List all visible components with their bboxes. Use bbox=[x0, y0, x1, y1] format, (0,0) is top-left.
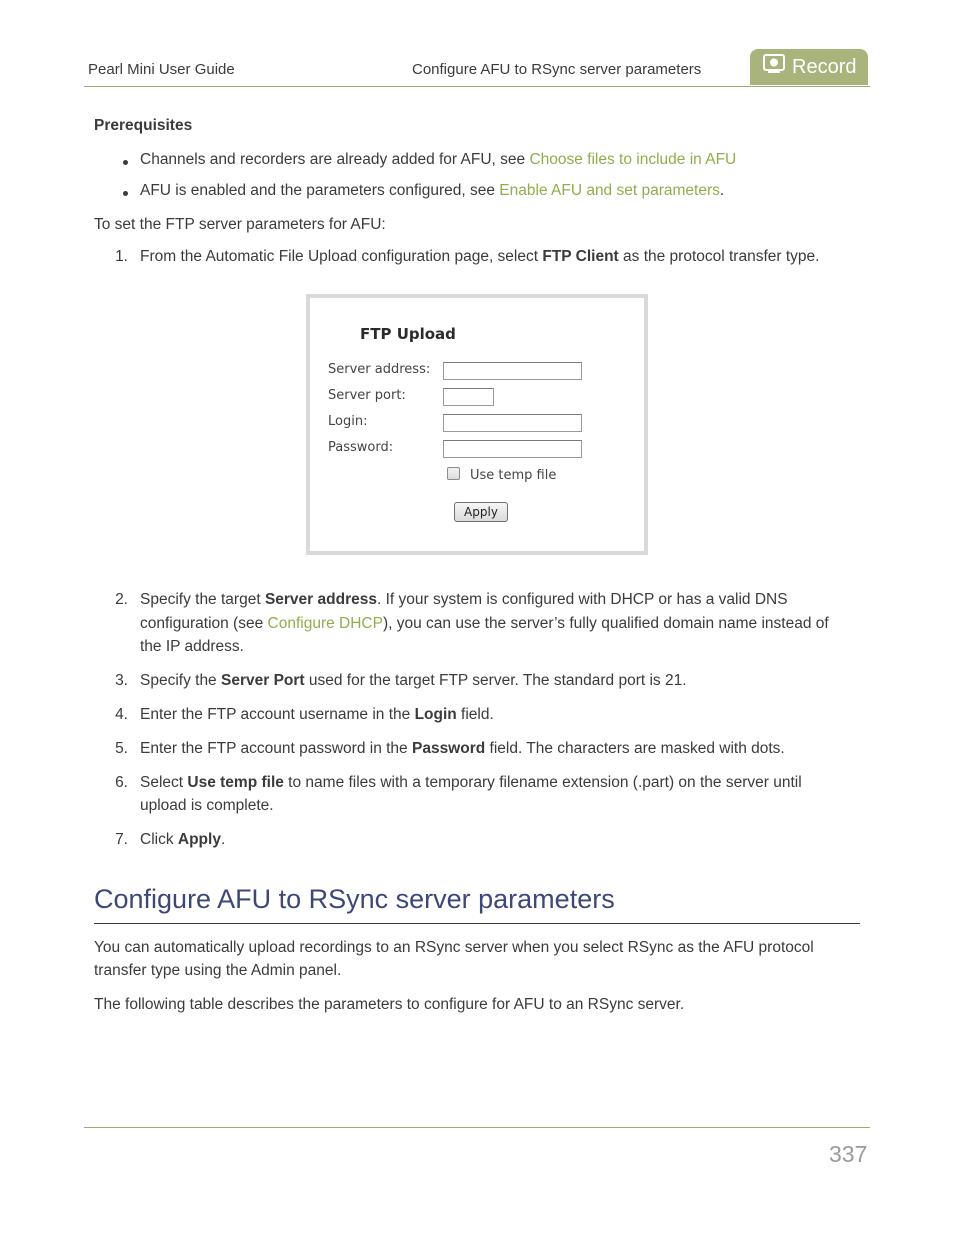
server-address-input[interactable] bbox=[443, 362, 582, 380]
step-bold: Server Port bbox=[221, 672, 305, 689]
step-text: field. bbox=[456, 706, 494, 723]
step-6-line-2: upload is complete. bbox=[140, 797, 274, 814]
step-text: field. The characters are masked with dots. bbox=[485, 740, 785, 757]
step-text: Select bbox=[140, 774, 188, 791]
prereq-item bbox=[140, 148, 736, 171]
step-bold: Server address bbox=[264, 591, 377, 608]
link-configure-dhcp[interactable]: Configure DHCP bbox=[267, 615, 383, 632]
footer-rule bbox=[84, 1127, 870, 1128]
step-4 bbox=[140, 703, 494, 726]
record-icon bbox=[762, 53, 792, 81]
prerequisites-heading: Prerequisites bbox=[94, 117, 193, 134]
step-text: ), you can use the server’s fully qualified domain name instead of bbox=[382, 615, 829, 632]
step-text: . If your system is configured with DHCP or has a valid DNS bbox=[376, 591, 788, 608]
server-port-label: Server port: bbox=[328, 388, 406, 403]
step-3 bbox=[140, 669, 687, 692]
running-header-section: Configure AFU to RSync server parameters bbox=[412, 61, 702, 78]
prereq-text: Channels and recorders are already added for AFU, see bbox=[140, 151, 530, 168]
link-enable-afu[interactable]: Enable AFU and set parameters bbox=[499, 182, 720, 199]
use-temp-file-checkbox[interactable] bbox=[447, 467, 460, 480]
step-text: Enter the FTP account username in the bbox=[140, 706, 415, 723]
step-text: . bbox=[220, 831, 226, 848]
step-number: 7. bbox=[115, 831, 128, 848]
step-7 bbox=[140, 828, 225, 851]
step-bold: Apply bbox=[177, 831, 221, 848]
step-6-line-1 bbox=[140, 771, 802, 794]
section-para-1-line-1: You can automatically upload recordings to an RSync server when you select RSync as the AFU protocol bbox=[94, 939, 814, 956]
prereq-item bbox=[140, 179, 724, 202]
step-bold: Password bbox=[411, 740, 486, 757]
record-tab bbox=[750, 49, 868, 85]
step-text: Click bbox=[140, 831, 178, 848]
server-address-label: Server address: bbox=[328, 362, 431, 377]
server-port-input[interactable] bbox=[443, 388, 494, 406]
section-para-1-line-2: transfer type using the Admin panel. bbox=[94, 962, 342, 979]
header-rule bbox=[84, 86, 870, 87]
step-text: Specify the bbox=[140, 672, 221, 689]
password-label: Password: bbox=[328, 440, 394, 455]
link-choose-files[interactable]: Choose files to include in AFU bbox=[529, 151, 737, 168]
step-bold: Use temp file bbox=[187, 774, 284, 791]
step-text: used for the target FTP server. The standard port is 21. bbox=[304, 672, 687, 689]
step-1 bbox=[140, 245, 819, 268]
intro-text: To set the FTP server parameters for AFU: bbox=[94, 216, 386, 233]
step-text: to name files with a temporary filename extension (.part) on the server until bbox=[283, 774, 802, 791]
step-bold: Login bbox=[414, 706, 457, 723]
step-text: as the protocol transfer type. bbox=[618, 248, 820, 265]
step-number: 5. bbox=[115, 740, 128, 757]
section-heading: Configure AFU to RSync server parameters bbox=[94, 884, 615, 914]
ftp-upload-figure bbox=[306, 294, 648, 555]
record-tab-label: Record bbox=[792, 55, 857, 78]
step-number: 1. bbox=[115, 248, 128, 265]
ftp-upload-title: FTP Upload bbox=[360, 325, 456, 343]
prereq-after: . bbox=[719, 182, 725, 199]
bullet bbox=[123, 160, 128, 165]
step-text: Enter the FTP account password in the bbox=[140, 740, 412, 757]
login-label: Login: bbox=[328, 414, 368, 429]
use-temp-file-label: Use temp file bbox=[470, 468, 557, 483]
bullet bbox=[123, 191, 128, 196]
step-bold: FTP Client bbox=[542, 248, 619, 265]
step-text: configuration (see bbox=[140, 615, 268, 632]
step-2-line-2 bbox=[140, 612, 829, 635]
step-5 bbox=[140, 737, 785, 760]
section-rule bbox=[94, 923, 860, 924]
step-number: 4. bbox=[115, 706, 128, 723]
page-number: 337 bbox=[829, 1141, 868, 1167]
step-2-line-1 bbox=[140, 588, 788, 611]
login-input[interactable] bbox=[443, 414, 582, 432]
step-text: From the Automatic File Upload configuration page, select bbox=[140, 248, 543, 265]
apply-button[interactable]: Apply bbox=[454, 502, 508, 522]
step-number: 3. bbox=[115, 672, 128, 689]
step-2-line-3: the IP address. bbox=[140, 638, 244, 655]
prereq-text: AFU is enabled and the parameters configured, see bbox=[140, 182, 500, 199]
step-text: Specify the target bbox=[140, 591, 265, 608]
section-para-2: The following table describes the parameters to configure for AFU to an RSync server. bbox=[94, 996, 685, 1013]
doc-title: Pearl Mini User Guide bbox=[88, 61, 235, 78]
step-number: 6. bbox=[115, 774, 128, 791]
step-number: 2. bbox=[115, 591, 128, 608]
password-input[interactable] bbox=[443, 440, 582, 458]
